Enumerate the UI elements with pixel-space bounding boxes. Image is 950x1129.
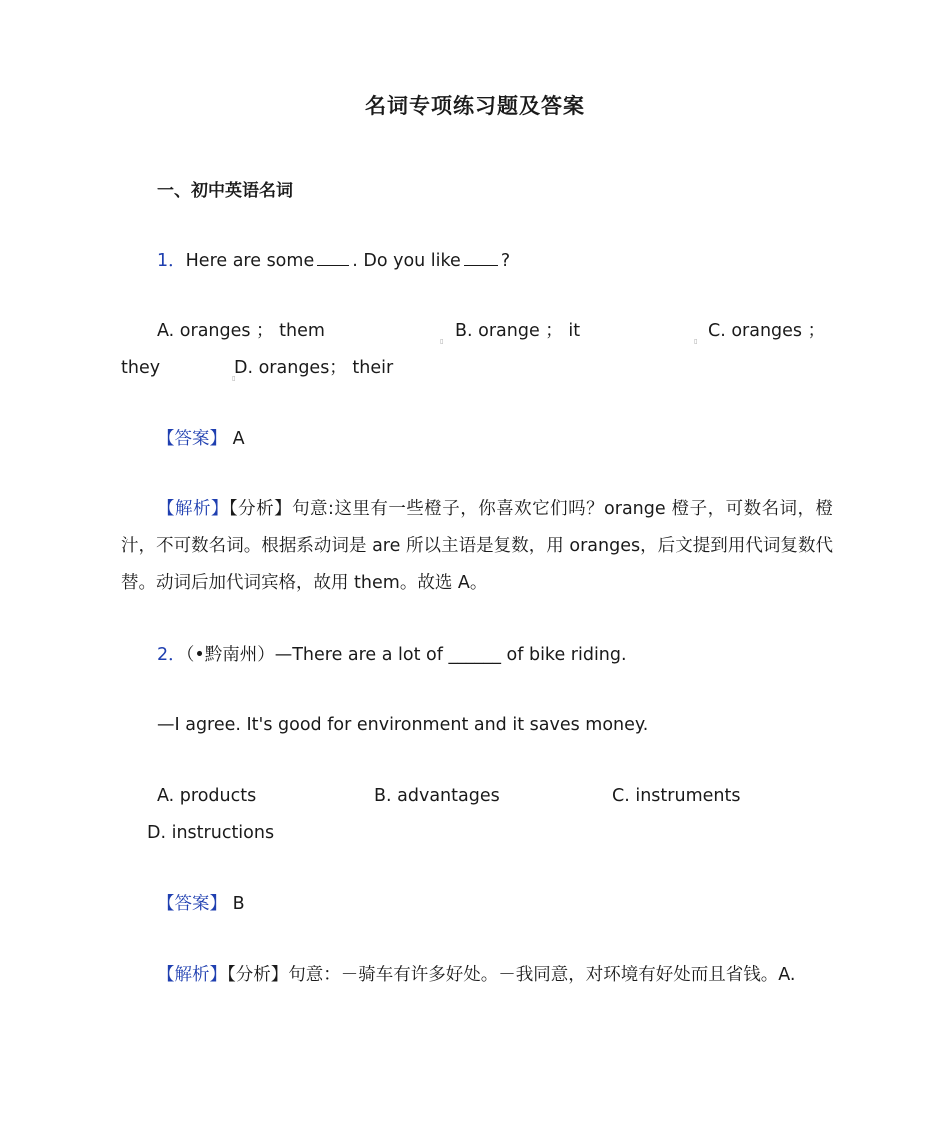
- answer-line: [157, 426, 245, 452]
- answer-value: B: [232, 894, 245, 914]
- analysis-label: 【解析】: [157, 499, 229, 519]
- analysis-paragraph: [157, 962, 795, 988]
- answer-line: [157, 891, 245, 917]
- question-text: Here are some: [185, 251, 315, 271]
- option-a: A. oranges ； them: [157, 321, 325, 341]
- answer-blank: [317, 247, 349, 266]
- option-d: D. instructions: [147, 823, 275, 843]
- answer-value: A: [232, 429, 245, 449]
- page-title: 名词专项练习题及答案: [365, 94, 585, 118]
- answer-blank: [464, 247, 498, 266]
- answer-label: 【答案】: [157, 894, 227, 914]
- question-text: ?: [500, 251, 511, 271]
- format-mark: ▯: [440, 338, 444, 345]
- question-number: 1．: [157, 251, 186, 271]
- option-c-continued: they: [121, 358, 161, 378]
- option-c: C. instruments: [612, 786, 741, 806]
- question-1: [157, 247, 510, 274]
- analysis-paragraph: [121, 491, 833, 602]
- question-number: 2．: [157, 645, 186, 665]
- answer-label: 【答案】: [157, 429, 227, 449]
- option-d: D. oranges； their: [234, 358, 394, 378]
- question-text: （•黔南州）—There are a lot of ______ of bike riding.: [185, 645, 627, 665]
- analysis-text: 【分析】句意：－骑车有许多好处。－我同意，对环境有好处而且省钱。A.: [227, 965, 796, 985]
- option-c: C. oranges ；: [708, 321, 826, 341]
- section-heading: 一、初中英语名词: [157, 181, 293, 201]
- format-mark: ▯: [694, 338, 698, 345]
- option-b: B. orange ； it: [455, 321, 581, 341]
- format-mark: ▯: [232, 375, 236, 382]
- analysis-text: 【分析】句意:这里有一些橙子，你喜欢它们吗？orange 橙子，可数名词，橙汁，不可数名词。根据系动词是 are 所以主语是复数，用 oranges，后文提到用代词复数代替。动词后加代词宾格，故用 them。故选 A。: [121, 499, 834, 593]
- question-2: [157, 642, 627, 668]
- question-reply: —I agree. It's good for environment and it saves money.: [157, 715, 649, 735]
- option-a: A. products: [157, 786, 257, 806]
- analysis-label: 【解析】: [157, 965, 227, 985]
- option-b: B. advantages: [374, 786, 500, 806]
- question-text: . Do you like: [352, 251, 461, 271]
